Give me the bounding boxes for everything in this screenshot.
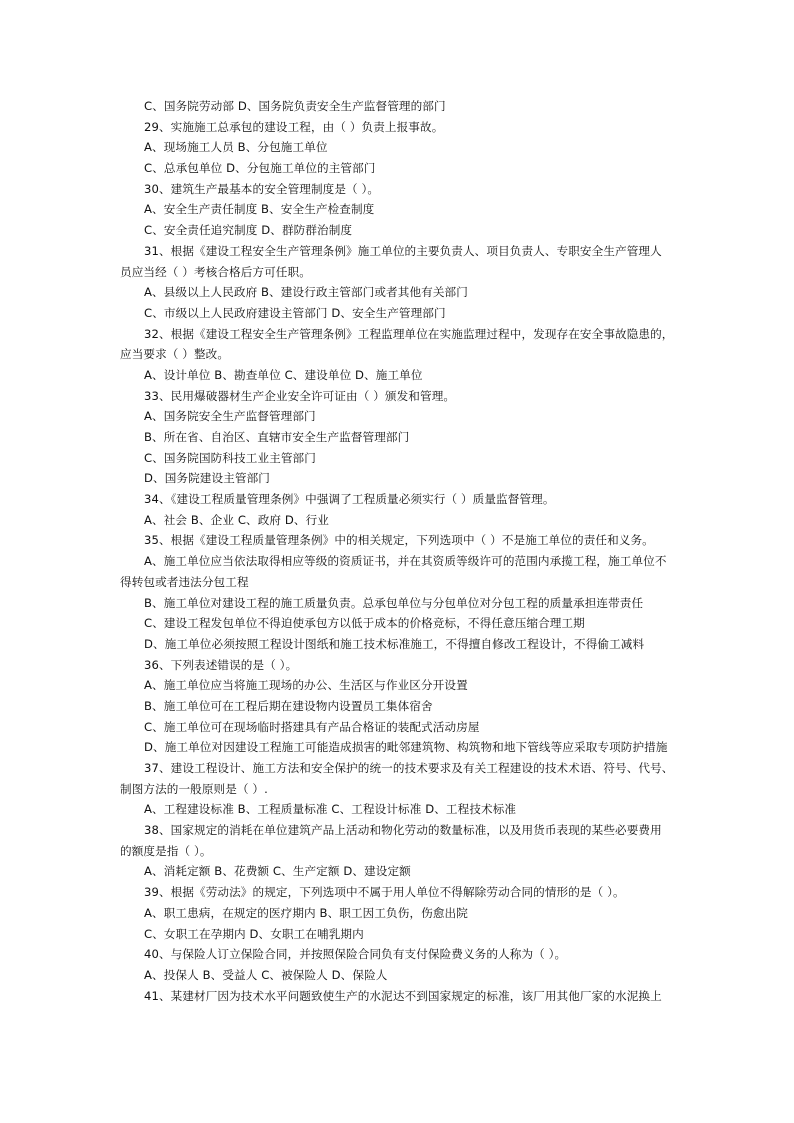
text-line: 得转包或者违法分包工程 — [120, 574, 249, 589]
text-line: 29、实施施工总承包的建设工程，由（ ）负责上报事故。 — [144, 119, 444, 134]
text-line: 33、民用爆破器材生产企业安全许可证由（ ）颁发和管理。 — [144, 388, 456, 403]
text-line: C、国务院国防科技工业主管部门 — [144, 450, 316, 465]
text-line: B、施工单位可在工程后期在建设物内设置员工集体宿舍 — [144, 698, 433, 713]
text-line: B、所在省、自治区、直辖市安全生产监督管理部门 — [144, 430, 410, 444]
text-line: A、职工患病，在规定的医疗期内 B、职工因工负伤，伤愈出院 — [144, 905, 468, 920]
text-line: A、安全生产责任制度 B、安全生产检查制度 — [144, 202, 375, 217]
text-line: D、施工单位必须按照工程设计图纸和施工技术标准施工，不得擅自修改工程设计，不得偷工减料 — [144, 636, 645, 651]
text-line: C、施工单位可在现场临时搭建具有产品合格证的装配式活动房屋 — [144, 719, 480, 734]
text-line: C、总承包单位 D、分包施工单位的主管部门 — [144, 161, 376, 176]
text-line: A、国务院安全生产监督管理部门 — [144, 409, 316, 424]
text-line: 39、根据《劳动法》的规定，下列选项中不属于用人单位不得解除劳动合同的情形的是（ ）。 — [144, 885, 625, 900]
text-line: C、国务院劳动部 D、国务院负责安全生产监督管理的部门 — [144, 99, 446, 113]
text-line: C、建设工程发包单位不得迫使承包方以低于成本的价格竞标，不得任意压缩合理工期 — [144, 616, 585, 631]
text-line: 应当要求（ ）整改。 — [120, 347, 230, 362]
text-line: A、设计单位 B、勘查单位 C、建设单位 D、施工单位 — [144, 367, 423, 382]
text-line: 制图方法的一般原则是（ ）. — [120, 781, 268, 796]
text-line: 38、国家规定的消耗在单位建筑产品上活动和物化劳动的数量标准，以及用货币表现的某些必要费用 — [144, 823, 662, 838]
text-line: 员应当经（ ）考核合格后方可任职。 — [120, 264, 311, 279]
text-line: 37、建设工程设计、施工方法和安全保护的统一的技术要求及有关工程建设的技术术语、符号、代号、 — [144, 761, 674, 775]
text-line: D、国务院建设主管部门 — [144, 471, 270, 486]
text-line: A、现场施工人员 B、分包施工单位 — [144, 140, 328, 155]
text-line: 40、与保险人订立保险合同，并按照保险合同负有支付保险费义务的人称为（ ）。 — [144, 947, 567, 962]
text-line: A、县级以上人民政府 B、建设行政主管部门或者其他有关部门 — [144, 285, 468, 300]
text-line: 的额度是指（ ）。 — [120, 843, 212, 858]
text-line: C、安全责任追究制度 D、群防群治制度 — [144, 223, 353, 238]
text-line: A、工程建设标准 B、工程质量标准 C、工程设计标准 D、工程技术标准 — [144, 802, 517, 817]
text-line: 34、《建设工程质量管理条例》中强调了工程质量必须实行（ ）质量监督管理。 — [144, 492, 555, 507]
text-line: B、施工单位对建设工程的施工质量负责。总承包单位与分包单位对分包工程的质量承担连带责任 — [144, 595, 644, 610]
text-line: A、施工单位应当将施工现场的办公、生活区与作业区分开设置 — [144, 678, 468, 693]
text-line: A、施工单位应当依法取得相应等级的资质证书，并在其资质等级许可的范围内承揽工程，施工单位不 — [144, 554, 667, 569]
text-line: C、女职工在孕期内 D、女职工在哺乳期内 — [144, 926, 364, 941]
text-line: A、消耗定额 B、花费额 C、生产定额 D、建设定额 — [144, 864, 411, 879]
text-line: A、投保人 B、受益人 C、被保险人 D、保险人 — [144, 967, 388, 982]
text-line: 31、根据《建设工程安全生产管理条例》施工单位的主要负责人、项目负责人、专职安全生产管理人 — [144, 243, 662, 258]
text-line: 36、下列表述错误的是（ ）。 — [144, 657, 298, 672]
document-body — [120, 96, 680, 1006]
text-line: 32、根据《建设工程安全生产管理条例》工程监理单位在实施监理过程中，发现存在安全事故隐患的， — [144, 326, 674, 341]
text-line: C、市级以上人民政府建设主管部门 D、安全生产管理部门 — [144, 305, 446, 320]
text-line: 30、建筑生产最基本的安全管理制度是（ ）。 — [144, 181, 380, 196]
text-line: 35、根据《建设工程质量管理条例》中的相关规定，下列选项中（ ）不是施工单位的责任和义务。 — [144, 533, 654, 548]
text-line: 41、某建材厂因为技术水平问题致使生产的水泥达不到国家规定的标准，该厂用其他厂家的水泥换上 — [144, 988, 662, 1003]
text-line: D、施工单位对因建设工程施工可能造成损害的毗邻建筑物、构筑物和地下管线等应采取专项防护措施 — [144, 740, 668, 755]
text-line: A、社会 B、企业 C、政府 D、行业 — [144, 512, 329, 527]
